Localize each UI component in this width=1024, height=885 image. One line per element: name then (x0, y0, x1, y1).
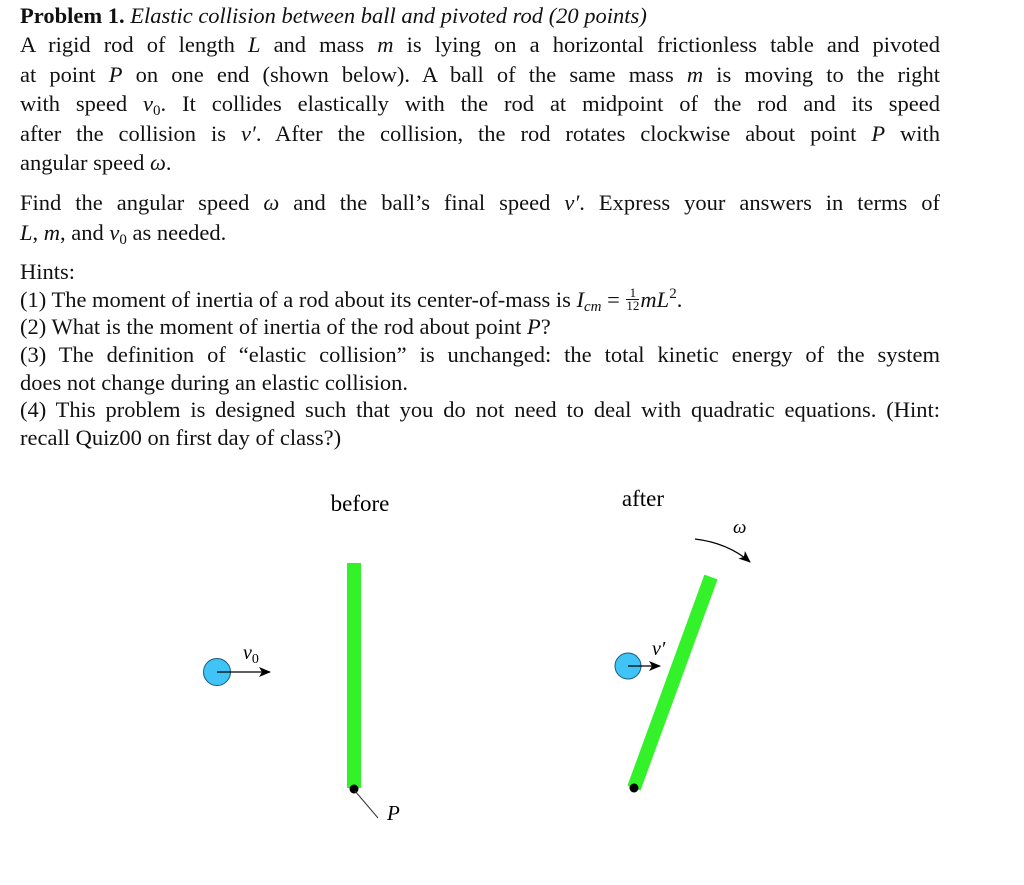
text: as needed. (126, 219, 227, 245)
subscript: cm (583, 298, 602, 315)
pivot-dot-icon (350, 785, 359, 794)
text: A rigid rod of length (20, 32, 248, 58)
rod-icon (634, 577, 711, 788)
var-m: m (377, 32, 394, 58)
var-mL: mL (640, 286, 670, 312)
denominator: 12 (626, 298, 640, 314)
text: . It collides elastically with the rod at midpoint of the rod and its speed (160, 91, 940, 117)
hint-4-cont: recall Quiz00 on first day of class?) (20, 424, 342, 450)
var-vprime: v′ (564, 190, 580, 216)
subscript: 0 (119, 231, 127, 248)
var-m: m (43, 219, 61, 245)
text: (2) What is the moment of inertia of the rod about point (20, 314, 527, 340)
text: on one end (shown below). A ball of the same mass (122, 61, 687, 87)
pivot-leader-line (355, 791, 378, 818)
text: . (676, 286, 683, 312)
before-label: before (330, 491, 390, 516)
text: . (165, 149, 172, 175)
var-vprime: v′ (240, 120, 256, 146)
ball-before (204, 642, 271, 686)
var-L: L (247, 32, 261, 58)
rod-icon (347, 563, 361, 788)
text: (1) The moment of inertia of a rod about its center-of-mass is (20, 286, 577, 312)
problem-number: Problem 1. (20, 3, 125, 28)
text: . Express your answers in terms of (579, 190, 941, 216)
omega-indicator (695, 517, 750, 562)
text: with speed (20, 91, 144, 117)
rod-before (347, 563, 400, 825)
clockwise-arrow-icon (695, 539, 750, 562)
text: , (32, 219, 44, 245)
pivot-dot-icon (630, 784, 639, 793)
problem-title: Elastic collision between ball and pivoted rod (130, 3, 544, 28)
text: ? (540, 314, 551, 340)
problem-points: (20 points) (548, 3, 647, 28)
var-P: P (526, 314, 541, 340)
ball-after (615, 638, 666, 679)
equals: = (601, 286, 626, 312)
pivot-label: P (387, 801, 400, 825)
vprime-label: v′ (652, 638, 666, 660)
var-P: P (108, 61, 123, 87)
numerator: 1 (626, 287, 639, 300)
text: is lying on a horizontal frictionless table and pivoted (393, 32, 940, 58)
text: after the collision is (20, 120, 241, 146)
var-m: m (686, 61, 704, 87)
subscript: 0 (153, 103, 161, 120)
text: Find the angular speed (20, 190, 264, 216)
text: is moving to the right (703, 61, 940, 87)
var-I: I (576, 286, 584, 312)
rod-after (630, 577, 712, 793)
text: at point (20, 61, 109, 87)
hint-3-cont: does not change during an elastic collision. (20, 369, 409, 395)
text: and the ball’s final speed (279, 190, 565, 216)
text: angular speed (20, 149, 150, 175)
v0-label: $v_0$ (243, 642, 259, 667)
var-L: L (20, 219, 33, 245)
after-label: after (621, 486, 665, 511)
text: . After the collision, the rod rotates clockwise about point (255, 120, 872, 146)
hints-heading: Hints: (20, 259, 76, 285)
omega-label: ω (733, 517, 747, 538)
var-omega: ω (149, 149, 166, 175)
text: with (885, 120, 940, 146)
var-v0: v (143, 91, 154, 117)
var-v0: v (109, 219, 120, 245)
text: and mass (260, 32, 378, 58)
hint-3: (3) The definition of “elastic collision” is unchanged: the total kinetic energy of the system (20, 341, 940, 367)
var-omega: ω (263, 190, 280, 216)
text: , and (60, 219, 110, 245)
var-P: P (871, 120, 886, 146)
superscript: 2 (669, 285, 677, 302)
hint-4: (4) This problem is designed such that you do not need to deal with quadratic equations. (Hint: (20, 397, 940, 423)
